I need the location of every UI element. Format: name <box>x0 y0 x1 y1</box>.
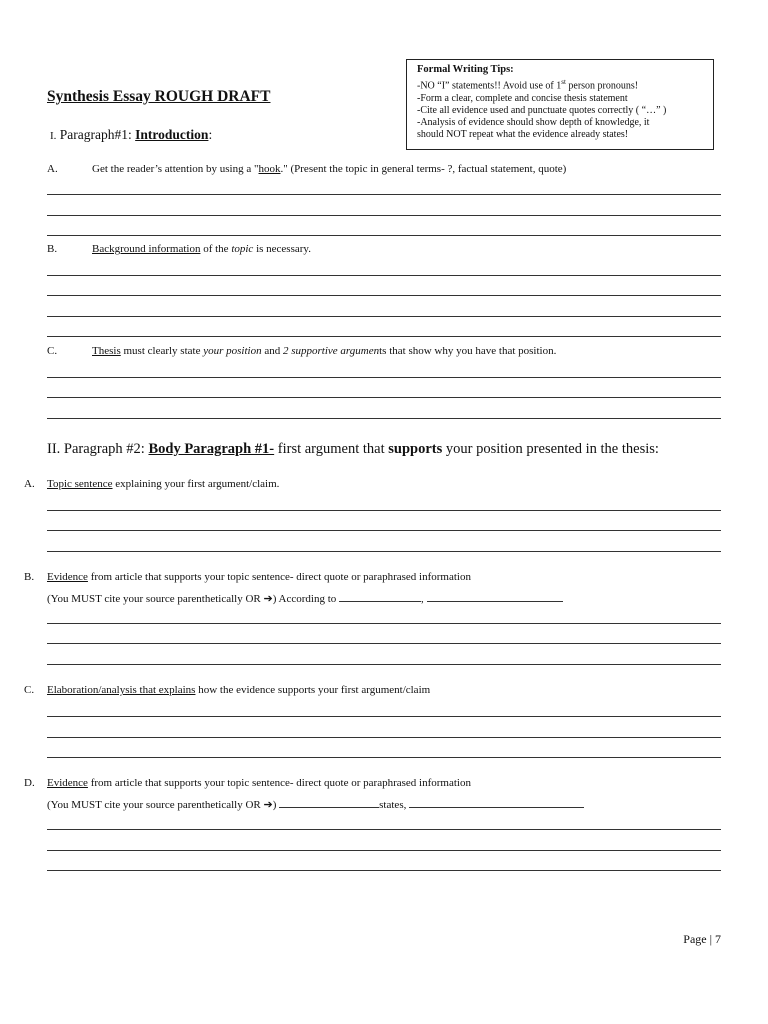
body-a-post: explaining your first argument/claim. <box>112 478 280 490</box>
intro-b-mid: of the <box>200 243 232 255</box>
writing-line[interactable] <box>47 643 721 644</box>
body-d-cite-pre: (You MUST cite your source parenthetically OR <box>47 799 264 811</box>
body-b-according: ) According to <box>272 593 340 605</box>
arrow-icon: ➔ <box>263 799 273 811</box>
intro-item-a-letter: A. <box>47 163 58 175</box>
body-d-evidence: Evidence <box>47 777 88 789</box>
body-d-states: states, <box>379 799 410 811</box>
intro-item-b-text <box>92 243 311 255</box>
intro-a-post: ." (Present the topic in general terms- ?, factual statement, quote) <box>280 163 567 175</box>
intro-post: : <box>208 127 213 142</box>
body-c-post: how the evidence supports your first argument/claim <box>195 684 431 696</box>
page-title: Synthesis Essay ROUGH DRAFT <box>47 88 271 105</box>
intro-a-pre: Get the reader’s attention by using a " <box>92 163 259 175</box>
writing-line[interactable] <box>47 397 721 398</box>
body-item-a-text <box>47 478 279 490</box>
writing-line[interactable] <box>47 235 721 236</box>
arrow-icon: ➔ <box>263 593 273 605</box>
intro-a-hook: hook <box>258 163 281 175</box>
intro-bold: Introduction <box>135 127 209 142</box>
writing-line[interactable] <box>47 757 721 758</box>
body-item-c-letter: C. <box>24 684 35 696</box>
body-item-b-text <box>47 571 471 583</box>
body-b-evidence: Evidence <box>47 571 88 583</box>
writing-line[interactable] <box>47 623 721 624</box>
writing-line[interactable] <box>47 850 721 851</box>
body-heading-bold-underlined: Body Paragraph #1- <box>148 441 275 457</box>
intro-c-post: ts that show why you have that position. <box>379 345 557 357</box>
body-b-post: from article that supports your topic sentence- direct quote or paraphrased information <box>87 571 471 583</box>
writing-line[interactable] <box>47 316 721 317</box>
body-item-b-citation <box>47 591 563 605</box>
tips-line-2: -Form a clear, complete and concise thesis statement <box>417 92 628 104</box>
tips-line-3: -Cite all evidence used and punctuate quotes correctly ( “…” ) <box>417 104 667 116</box>
intro-item-c-text <box>92 345 556 357</box>
body-b-cite-pre: (You MUST cite your source parenthetically OR <box>47 593 264 605</box>
writing-line[interactable] <box>47 295 721 296</box>
author-blank[interactable] <box>279 797 379 808</box>
body-heading-pre: II. Paragraph #2: <box>47 441 149 457</box>
writing-line[interactable] <box>47 737 721 738</box>
writing-line[interactable] <box>47 829 721 830</box>
intro-item-b-letter: B. <box>47 243 58 255</box>
body-item-d-letter: D. <box>24 777 35 789</box>
formal-writing-tips-box <box>406 59 714 150</box>
page-label: Page <box>683 932 707 946</box>
writing-line[interactable] <box>47 530 721 531</box>
tips-title: Formal Writing Tips: <box>417 64 514 75</box>
writing-line[interactable] <box>47 194 721 195</box>
intro-c-mid1: must clearly state <box>120 345 204 357</box>
tips-line-1-text: -NO “I” statements!! Avoid use of 1 <box>417 80 562 92</box>
body-d-post: from article that supports your topic sentence- direct quote or paraphrased information <box>87 777 471 789</box>
writing-line[interactable] <box>47 551 721 552</box>
body-item-d-text <box>47 777 471 789</box>
intro-item-a-text <box>92 163 566 175</box>
intro-roman: I. <box>50 130 57 142</box>
writing-line[interactable] <box>47 418 721 419</box>
writing-line[interactable] <box>47 377 721 378</box>
tips-line-4: -Analysis of evidence should show depth of knowledge, it <box>417 117 650 129</box>
tips-line-1-sup: st <box>561 78 566 87</box>
intro-c-italic1: your position <box>203 345 262 357</box>
intro-heading <box>50 127 212 143</box>
writing-line[interactable] <box>47 870 721 871</box>
body-b-comma: , <box>421 593 427 605</box>
intro-b-underlined: Background information <box>92 243 201 255</box>
body-item-a-letter: A. <box>24 478 35 490</box>
intro-b-post: is necessary. <box>253 243 311 255</box>
writing-line[interactable] <box>47 716 721 717</box>
tips-line-5: should NOT repeat what the evidence already states! <box>417 129 629 141</box>
title-blank[interactable] <box>427 591 563 602</box>
body-c-underlined: Elaboration/analysis that explains <box>47 684 196 696</box>
body-item-b-letter: B. <box>24 571 35 583</box>
tips-line-1-end: person pronouns! <box>565 80 639 92</box>
intro-c-mid2: and <box>261 345 283 357</box>
writing-line[interactable] <box>47 664 721 665</box>
body-item-c-text <box>47 684 430 696</box>
page-number: 7 <box>715 932 721 946</box>
author-blank[interactable] <box>339 591 421 602</box>
writing-line[interactable] <box>47 275 721 276</box>
intro-c-thesis: Thesis <box>92 345 121 357</box>
title-blank[interactable] <box>409 797 584 808</box>
writing-line[interactable] <box>47 336 721 337</box>
body-heading-mid: first argument that <box>274 441 389 457</box>
body-heading-post: your position presented in the thesis: <box>442 441 659 457</box>
intro-b-italic: topic <box>231 243 254 255</box>
page-separator: | <box>709 932 712 946</box>
page-footer <box>683 932 721 947</box>
intro-c-italic2: 2 supportive argumen <box>282 345 380 357</box>
body-a-underlined: Topic sentence <box>47 478 113 490</box>
body-d-paren: ) <box>272 799 280 811</box>
body-heading-bold: supports <box>388 441 443 457</box>
body-item-d-citation <box>47 797 584 811</box>
intro-item-c-letter: C. <box>47 345 58 357</box>
tips-line-1 <box>417 76 713 93</box>
body-heading <box>47 441 659 458</box>
intro-pre: Paragraph#1: <box>56 127 136 142</box>
writing-line[interactable] <box>47 215 721 216</box>
writing-line[interactable] <box>47 510 721 511</box>
